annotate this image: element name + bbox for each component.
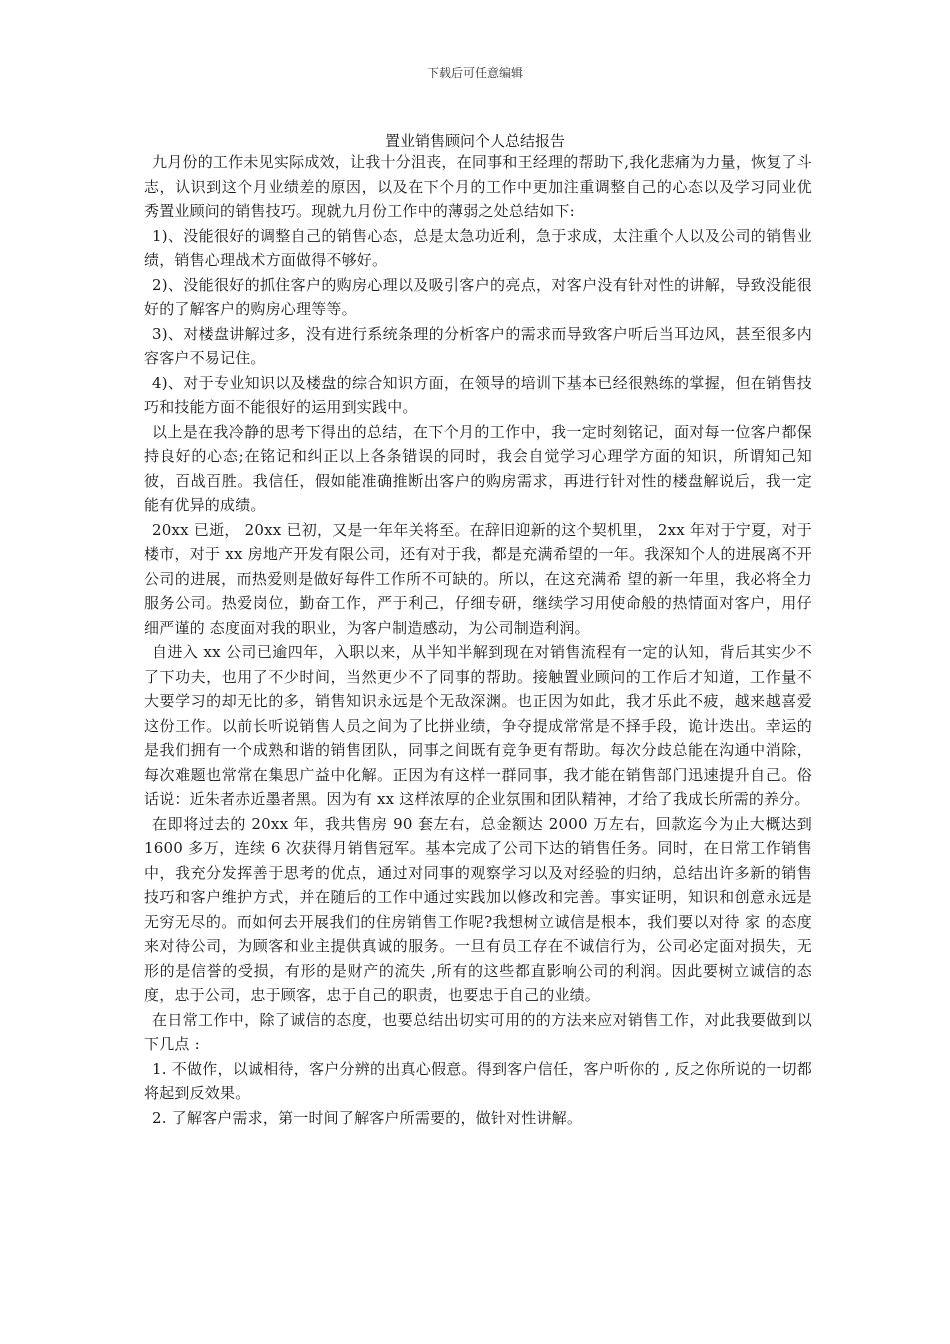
paragraph: 在日常工作中，除了诚信的态度，也要总结出切实可用的的方法来应对销售工作，对此我要做到以下几点 :	[144, 1010, 812, 1053]
paragraph: 在即将过去的 20xx 年，我共售房 90 套左右，总金额达 2000 万左右，回款迄今为止大概达到 1600 多万，连续 6 次获得月销售冠军。基本完成了公司下达的销售任务。同时，在日常工作销售中，我充分发挥善于思考的优点，通过对同事的观察学习以及对经验的归纳，总结出许多新的销售技巧和客户维护方式，并在随后的工作中通过实践加以修改和完善。事实证明，知识和创意永远是无穷无尽的。而如何去开展我们的住房销售工作呢?我想树立诚信是根本，我们要以对待 家 的态度来对待公司，为顾客和业主提供真诚的服务。一旦有员工存在不诚信行为，公司必定面对损失，无形的是信誉的受损，有形的是财产的流失 ,所有的这些都直影响公司的利润。因此要树立诚信的态度，忠于公司，忠于顾客，忠于自己的职责，也要忠于自己的业绩。	[144, 814, 812, 1004]
paragraph: 2. 了解客户需求，第一时间了解客户所需要的，做针对性讲解。	[152, 1108, 583, 1127]
document-body	[144, 150, 812, 1130]
paragraph: 1. 不做作，以诚相待，客户分辨的出真心假意。得到客户信任，客户听你的 , 反之你所说的一切都将起到反效果。	[144, 1059, 812, 1102]
header-note: 下载后可任意编辑	[426, 66, 523, 80]
paragraph: 1)、没能很好的调整自己的销售心态，总是太急功近利，急于求成，太注重个人以及公司的销售业绩，销售心理战术方面做得不够好。	[144, 226, 812, 269]
paragraph: 九月份的工作未见实际成效，让我十分沮丧，在同事和王经理的帮助下,我化悲痛为力量，恢复了斗志，认识到这个月业绩差的原因，以及在下个月的工作中更加注重调整自己的心态以及学习同业优秀置业顾问的销售技巧。现就九月份工作中的薄弱之处总结如下:	[144, 153, 812, 220]
paragraph: 以上是在我冷静的思考下得出的总结，在下个月的工作中，我一定时刻铭记，面对每一位客户都保持良好的心态;在铭记和纠正以上各条错误的同时，我会自觉学习心理学方面的知识，所谓知己知彼，百战百胜。我信任，假如能准确推断出客户的购房需求，再进行针对性的楼盘解说后，我一定能有优异的成绩。	[144, 422, 812, 514]
document-title: 置业销售顾问个人总结报告	[384, 132, 565, 150]
paragraph: 20xx 已逝， 20xx 已初，又是一年年关将至。在辞旧迎新的这个契机里， 2xx 年对于宁夏，对于楼市，对于 xx 房地产开发有限公司，还有对于我，都是充满希望的一年。我深知个人的进展离不开公司的进展，而热爱则是做好每件工作所不可缺的。所以，在这充满希 望的新一年里，我必将全力服务公司。热爱岗位，勤奋工作，严于利己，仔细专研，继续学习用使命般的热情面对客户，用仔细严谨的 态度面对我的职业，为客户制造感动，为公司制造利润。	[144, 520, 812, 637]
paragraph: 3)、对楼盘讲解过多，没有进行系统条理的分析客户的需求而导致客户听后当耳边风，甚至很多内容客户不易记住。	[144, 324, 812, 367]
paragraph: 4)、对于专业知识以及楼盘的综合知识方面，在领导的培训下基本已经很熟练的掌握，但在销售技巧和技能方面不能很好的运用到实践中。	[144, 373, 812, 416]
paragraph: 2)、没能很好的抓住客户的购房心理以及吸引客户的亮点，对客户没有针对性的讲解，导致没能很好的了解客户的购房心理等等。	[144, 275, 812, 318]
paragraph: 自进入 xx 公司已逾四年，入职以来，从半知半解到现在对销售流程有一定的认知，背后其实少不了下功夫，也用了不少时间，当然更少不了同事的帮助。接触置业顾问的工作后才知道，工作量不大要学习的却无比的多，销售知识永远是个无敌深渊。也正因为如此，我才乐此不疲，越来越喜爱这份工作。以前长听说销售人员之间为了比拼业绩，争夺提成常常是不择手段，诡计迭出。幸运的是我们拥有一个成熟和谐的销售团队，同事之间既有竞争更有帮助。每次分歧总能在沟通中消除，每次难题也常常在集思广益中化解。正因为有这样一群同事，我才能在销售部门迅速提升自己。俗话说：近朱者赤近墨者黑。因为有 xx 这样浓厚的企业氛围和团队精神，才给了我成长所需的养分。	[144, 643, 812, 808]
